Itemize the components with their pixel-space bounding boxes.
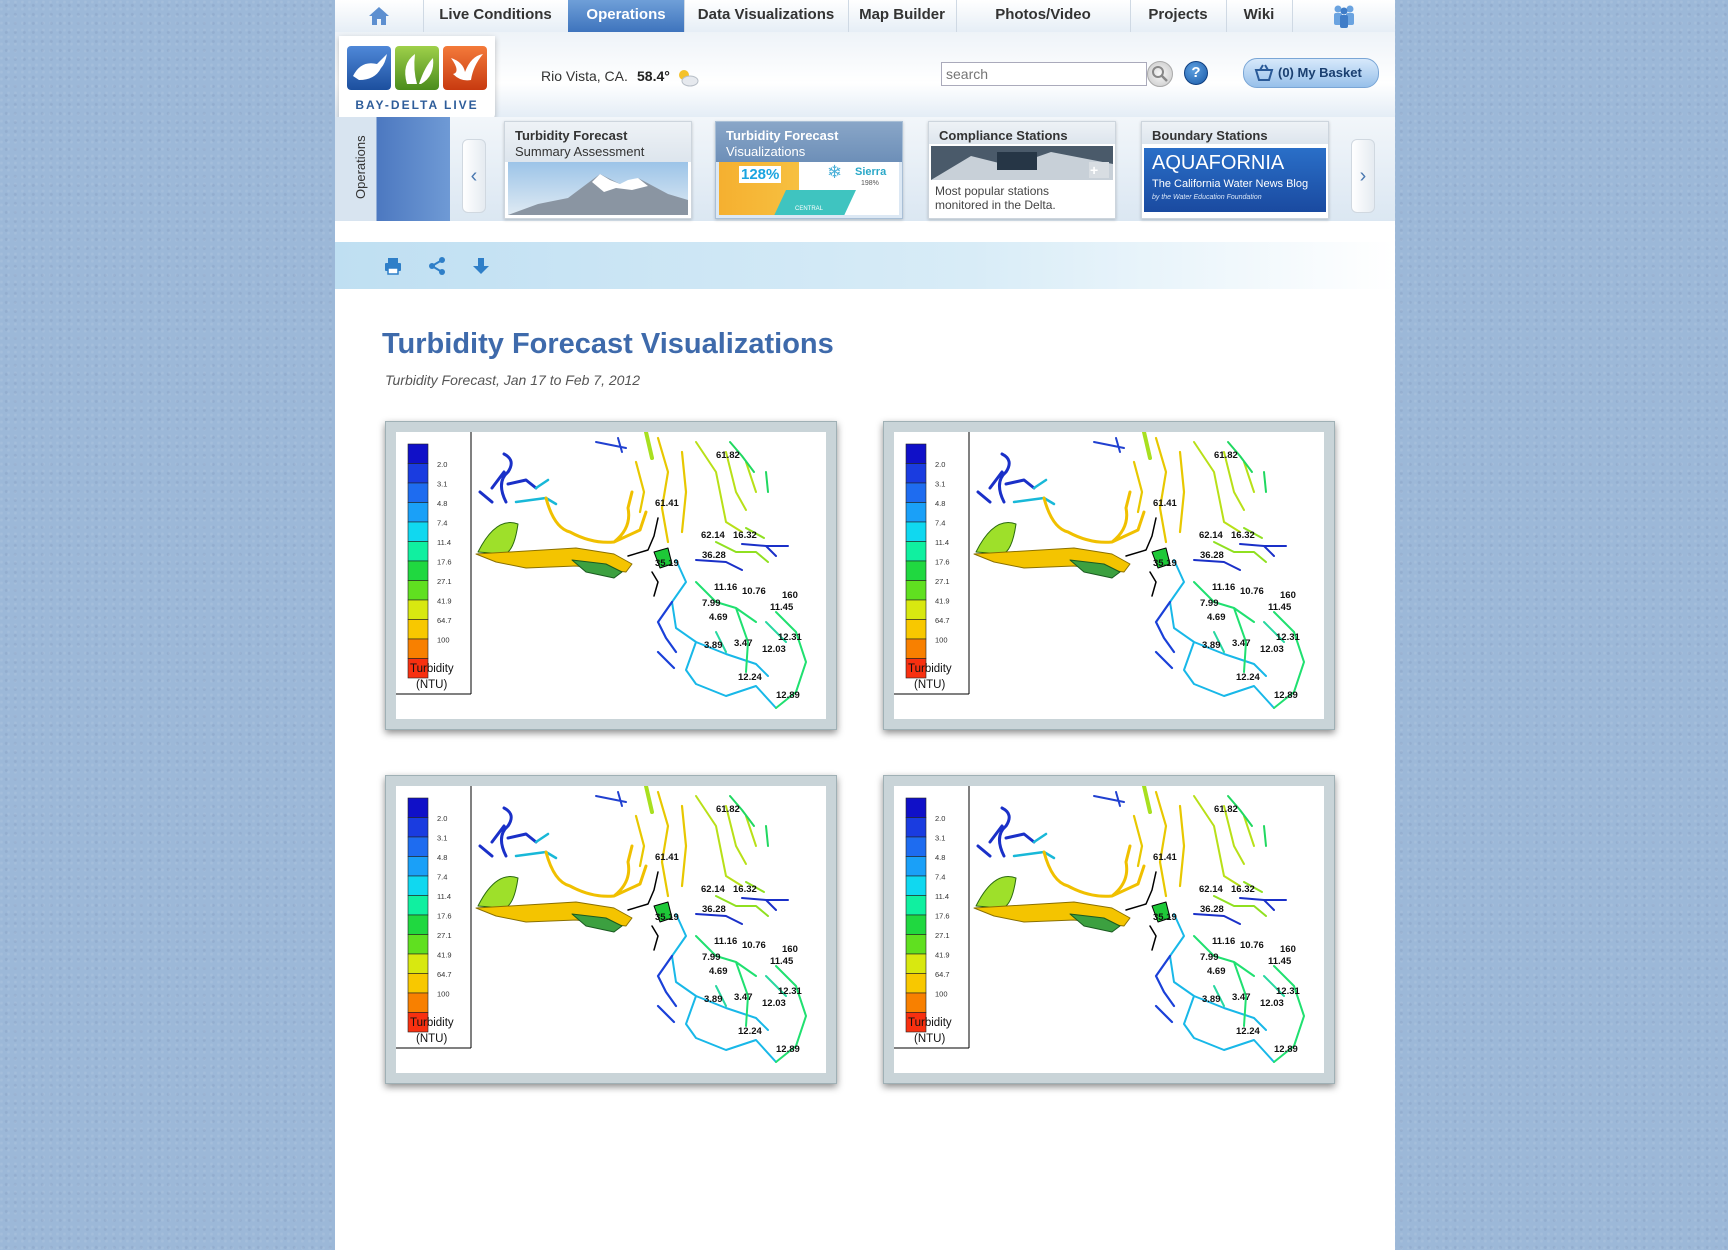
legend-title: Turbidity bbox=[908, 663, 952, 675]
card-boundary-stations[interactable] bbox=[1141, 121, 1329, 219]
weather-temperature: 58.4° bbox=[637, 68, 670, 84]
legend-units: (NTU) bbox=[914, 1033, 946, 1045]
station-label: 61.82 bbox=[716, 804, 740, 815]
search-input[interactable] bbox=[941, 62, 1147, 86]
legend-swatch bbox=[408, 935, 428, 955]
station-label: 62.14 bbox=[701, 884, 725, 895]
card-turbidity-summary[interactable] bbox=[504, 121, 692, 219]
turbidity-map bbox=[396, 432, 826, 719]
legend-value: 4.8 bbox=[935, 499, 946, 508]
station-label: 12.03 bbox=[1260, 998, 1284, 1009]
station-label: 12.03 bbox=[762, 644, 786, 655]
station-label: 16.32 bbox=[733, 884, 757, 895]
card-caption-2: monitored in the Delta. bbox=[935, 198, 1056, 212]
legend-value: 17.6 bbox=[437, 557, 452, 567]
brand-tagline: The California Water News Blog bbox=[1152, 178, 1309, 190]
bird-icon bbox=[443, 46, 487, 90]
legend-title: Turbidity bbox=[908, 1017, 952, 1029]
legend-swatch bbox=[906, 444, 926, 464]
legend-swatch bbox=[408, 837, 428, 857]
legend-value: 11.4 bbox=[935, 892, 950, 901]
legend-swatch bbox=[906, 954, 926, 974]
legend-value: 41.9 bbox=[935, 596, 950, 606]
legend-swatch bbox=[408, 954, 428, 974]
brand-name: AQUAFORNIA bbox=[1152, 152, 1285, 174]
station-label: 12.89 bbox=[776, 690, 800, 701]
station-label: 160 bbox=[1280, 944, 1296, 955]
station-label: 12.24 bbox=[1236, 1026, 1260, 1037]
legend-value: 100 bbox=[437, 635, 450, 645]
legend-value: 11.4 bbox=[935, 538, 950, 547]
station-label: 16.32 bbox=[1231, 530, 1255, 541]
legend-swatch bbox=[408, 620, 428, 640]
legend-value: 2.0 bbox=[437, 460, 448, 469]
station-label: 11.16 bbox=[1212, 936, 1236, 947]
legend-value: 3.1 bbox=[437, 833, 448, 843]
page bbox=[335, 0, 1395, 1250]
mountain-thumbnail bbox=[508, 162, 688, 215]
legend-swatch bbox=[408, 798, 428, 818]
station-label: 12.24 bbox=[1236, 672, 1260, 683]
legend-swatch bbox=[906, 896, 926, 916]
leaf-icon bbox=[395, 46, 439, 90]
legend-value: 7.4 bbox=[437, 872, 448, 882]
sierra-percent: 198% bbox=[861, 180, 879, 187]
station-label: 160 bbox=[782, 944, 798, 955]
station-label: 3.47 bbox=[734, 992, 753, 1003]
station-label: 12.31 bbox=[778, 632, 802, 643]
station-label: 3.89 bbox=[704, 640, 723, 651]
station-label: 12.24 bbox=[738, 1026, 762, 1037]
site-header bbox=[335, 32, 1395, 117]
station-label: 12.24 bbox=[738, 672, 762, 683]
nav-photos-video[interactable]: Photos/Video bbox=[956, 0, 1131, 32]
legend-swatch bbox=[906, 837, 926, 857]
legend-swatch bbox=[408, 522, 428, 542]
station-label: 11.16 bbox=[714, 936, 738, 947]
legend-value: 2.0 bbox=[437, 814, 448, 823]
legend-swatch bbox=[408, 876, 428, 896]
download-icon[interactable] bbox=[471, 256, 491, 276]
station-label: 7.99 bbox=[702, 952, 721, 963]
station-label: 61.82 bbox=[1214, 804, 1238, 815]
station-label: 11.45 bbox=[1268, 956, 1292, 967]
station-label: 12.89 bbox=[1274, 690, 1298, 701]
magnifier-icon bbox=[1148, 62, 1172, 86]
nav-live-conditions[interactable]: Live Conditions bbox=[423, 0, 569, 32]
carousel-next-button[interactable]: › bbox=[1351, 139, 1375, 213]
station-label: 11.45 bbox=[770, 602, 794, 613]
station-label: 4.69 bbox=[1207, 966, 1226, 977]
station-label: 12.89 bbox=[776, 1044, 800, 1055]
legend-value: 64.7 bbox=[935, 616, 950, 625]
legend-value: 27.1 bbox=[437, 931, 452, 940]
legend-swatch bbox=[906, 600, 926, 620]
legend-swatch bbox=[408, 600, 428, 620]
legend-value: 3.1 bbox=[935, 479, 946, 489]
help-button[interactable]: ? bbox=[1184, 61, 1208, 85]
legend-swatch bbox=[906, 561, 926, 581]
legend-swatch bbox=[906, 935, 926, 955]
turbidity-map bbox=[894, 432, 1324, 719]
legend-swatch bbox=[408, 896, 428, 916]
station-label: 16.32 bbox=[733, 530, 757, 541]
legend-value: 64.7 bbox=[437, 616, 452, 625]
legend-swatch bbox=[906, 798, 926, 818]
station-label: 4.69 bbox=[709, 966, 728, 977]
legend-units: (NTU) bbox=[416, 679, 448, 691]
basket-label: (0) My Basket bbox=[1278, 65, 1362, 80]
operations-section-tab bbox=[335, 117, 450, 221]
station-label: 7.99 bbox=[1200, 598, 1219, 609]
legend-value: 17.6 bbox=[437, 911, 452, 921]
legend-swatch bbox=[906, 483, 926, 503]
legend-swatch bbox=[906, 639, 926, 659]
legend-value: 41.9 bbox=[935, 950, 950, 960]
card-turbidity-visualizations[interactable] bbox=[715, 121, 903, 219]
legend-swatch bbox=[906, 620, 926, 640]
legend-swatch bbox=[408, 444, 428, 464]
legend-swatch bbox=[408, 483, 428, 503]
legend-swatch bbox=[408, 503, 428, 523]
legend-units: (NTU) bbox=[914, 679, 946, 691]
legend-swatch bbox=[408, 561, 428, 581]
legend-swatch bbox=[906, 542, 926, 562]
partly-sunny-icon bbox=[675, 66, 699, 88]
station-label: 62.14 bbox=[1199, 884, 1223, 895]
station-label: 12.03 bbox=[762, 998, 786, 1009]
legend-value: 3.1 bbox=[437, 479, 448, 489]
station-label: 10.76 bbox=[742, 940, 766, 951]
station-label: 11.16 bbox=[714, 582, 738, 593]
station-label: 36.28 bbox=[702, 904, 726, 915]
community-nav-item[interactable] bbox=[1292, 0, 1395, 32]
legend-value: 2.0 bbox=[935, 460, 946, 469]
station-label: 36.28 bbox=[1200, 550, 1224, 561]
station-label: 35.19 bbox=[1153, 558, 1177, 569]
legend-swatch bbox=[906, 581, 926, 601]
legend-value: 41.9 bbox=[437, 950, 452, 960]
aquafornia-banner bbox=[1144, 148, 1326, 212]
bird-logo-tile bbox=[443, 46, 487, 90]
legend-value: 2.0 bbox=[935, 814, 946, 823]
turbidity-map-frame[interactable] bbox=[883, 421, 1335, 730]
legend-swatch bbox=[408, 993, 428, 1013]
whale-icon bbox=[347, 46, 391, 90]
legend-swatch bbox=[408, 818, 428, 838]
nav-data-visualizations[interactable]: Data Visualizations bbox=[684, 0, 849, 32]
turbidity-map bbox=[894, 786, 1324, 1073]
page-title: Turbidity Forecast Visualizations bbox=[382, 328, 834, 360]
legend-value: 3.1 bbox=[935, 833, 946, 843]
legend-swatch bbox=[408, 857, 428, 877]
station-label: 160 bbox=[1280, 590, 1296, 601]
legend-value: 64.7 bbox=[437, 970, 452, 979]
card-title: Turbidity Forecast bbox=[515, 128, 628, 143]
legend-title: Turbidity bbox=[410, 1017, 454, 1029]
page-toolbar bbox=[335, 242, 1395, 289]
legend-value: 11.4 bbox=[437, 538, 452, 547]
whale-logo-tile bbox=[347, 46, 391, 90]
people-icon bbox=[1330, 4, 1358, 28]
legend-swatch bbox=[408, 639, 428, 659]
legend-value: 7.4 bbox=[437, 518, 448, 528]
station-label: 12.03 bbox=[1260, 644, 1284, 655]
nav-map-builder[interactable]: Map Builder bbox=[848, 0, 957, 32]
legend-swatch bbox=[906, 503, 926, 523]
legend-swatch bbox=[906, 876, 926, 896]
turbidity-map-frame[interactable] bbox=[385, 775, 837, 1084]
card-title: Compliance Stations bbox=[939, 128, 1068, 143]
station-label: 61.41 bbox=[1153, 498, 1177, 509]
legend-swatch bbox=[906, 464, 926, 484]
card-compliance-stations[interactable] bbox=[928, 121, 1116, 219]
brand-byline: by the Water Education Foundation bbox=[1152, 194, 1262, 201]
station-label: 11.45 bbox=[1268, 602, 1292, 613]
turbidity-map-frame[interactable] bbox=[385, 421, 837, 730]
card-subtitle: Summary Assessment bbox=[515, 144, 645, 159]
legend-value: 4.8 bbox=[437, 853, 448, 862]
snowpack-percent: 128% bbox=[741, 166, 780, 183]
my-basket-button[interactable] bbox=[1243, 58, 1379, 88]
station-label: 7.99 bbox=[1200, 952, 1219, 963]
nav-projects[interactable]: Projects bbox=[1130, 0, 1227, 32]
site-logo[interactable] bbox=[339, 36, 495, 120]
legend-value: 64.7 bbox=[935, 970, 950, 979]
carousel-prev-button[interactable]: ‹ bbox=[462, 139, 486, 213]
legend-swatch bbox=[408, 581, 428, 601]
legend-value: 100 bbox=[935, 989, 948, 999]
station-label: 11.45 bbox=[770, 956, 794, 967]
station-label: 36.28 bbox=[702, 550, 726, 561]
top-nav bbox=[335, 0, 1395, 33]
legend-value: 4.8 bbox=[935, 853, 946, 862]
station-label: 35.19 bbox=[655, 912, 679, 923]
legend-swatch bbox=[408, 974, 428, 994]
feature-carousel bbox=[335, 117, 1395, 221]
station-label: 11.16 bbox=[1212, 582, 1236, 593]
snowflake-icon: ❄ bbox=[827, 162, 843, 182]
station-label: 61.41 bbox=[1153, 852, 1177, 863]
station-label: 4.69 bbox=[1207, 612, 1226, 623]
page-subtitle: Turbidity Forecast, Jan 17 to Feb 7, 2012 bbox=[385, 372, 640, 388]
legend-swatch bbox=[906, 915, 926, 935]
share-icon[interactable] bbox=[427, 256, 447, 276]
turbidity-map bbox=[396, 786, 826, 1073]
legend-title: Turbidity bbox=[410, 663, 454, 675]
home-nav-item[interactable] bbox=[335, 0, 424, 32]
station-label: 61.82 bbox=[1214, 450, 1238, 461]
logo-text: BAY-DELTA LIVE bbox=[355, 98, 479, 112]
station-label: 10.76 bbox=[1240, 586, 1264, 597]
station-label: 10.76 bbox=[1240, 940, 1264, 951]
station-label: 62.14 bbox=[701, 530, 725, 541]
legend-swatch bbox=[408, 915, 428, 935]
station-label: 4.69 bbox=[709, 612, 728, 623]
nav-wiki[interactable]: Wiki bbox=[1226, 0, 1293, 32]
station-label: 10.76 bbox=[742, 586, 766, 597]
legend-value: 27.1 bbox=[935, 931, 950, 940]
station-label: 61.41 bbox=[655, 498, 679, 509]
leaf-logo-tile bbox=[395, 46, 439, 90]
nav-operations[interactable]: Operations bbox=[568, 0, 685, 32]
station-label: 3.89 bbox=[704, 994, 723, 1005]
expand-icon[interactable]: + bbox=[1090, 162, 1099, 178]
legend-value: 27.1 bbox=[935, 577, 950, 586]
station-label: 62.14 bbox=[1199, 530, 1223, 541]
station-label: 3.89 bbox=[1202, 640, 1221, 651]
station-label: 61.41 bbox=[655, 852, 679, 863]
station-label: 12.89 bbox=[1274, 1044, 1298, 1055]
legend-value: 11.4 bbox=[437, 892, 452, 901]
station-thumbnail bbox=[931, 146, 1113, 180]
station-label: 35.19 bbox=[1153, 912, 1177, 923]
station-label: 35.19 bbox=[655, 558, 679, 569]
basket-icon bbox=[1254, 64, 1274, 82]
station-label: 12.31 bbox=[778, 986, 802, 997]
turbidity-map-frame[interactable] bbox=[883, 775, 1335, 1084]
home-icon bbox=[368, 6, 390, 26]
legend-value: 100 bbox=[437, 989, 450, 999]
legend-swatch bbox=[408, 542, 428, 562]
station-label: 160 bbox=[782, 590, 798, 601]
legend-value: 17.6 bbox=[935, 911, 950, 921]
station-label: 3.47 bbox=[734, 638, 753, 649]
legend-swatch bbox=[408, 464, 428, 484]
legend-value: 17.6 bbox=[935, 557, 950, 567]
station-label: 3.47 bbox=[1232, 992, 1251, 1003]
legend-value: 100 bbox=[935, 635, 948, 645]
legend-value: 27.1 bbox=[437, 577, 452, 586]
legend-swatch bbox=[906, 974, 926, 994]
legend-value: 7.4 bbox=[935, 518, 946, 528]
station-label: 12.31 bbox=[1276, 986, 1300, 997]
legend-units: (NTU) bbox=[416, 1033, 448, 1045]
card-title: Boundary Stations bbox=[1152, 128, 1268, 143]
station-label: 16.32 bbox=[1231, 884, 1255, 895]
section-label: Operations bbox=[353, 135, 368, 199]
card-subtitle: Visualizations bbox=[726, 144, 806, 159]
station-label: 7.99 bbox=[702, 598, 721, 609]
sierra-label: Sierra bbox=[855, 166, 887, 178]
legend-swatch bbox=[906, 818, 926, 838]
legend-swatch bbox=[906, 522, 926, 542]
card-title: Turbidity Forecast bbox=[726, 128, 839, 143]
station-label: 3.89 bbox=[1202, 994, 1221, 1005]
weather-location: Rio Vista, CA. bbox=[541, 68, 628, 84]
legend-swatch bbox=[906, 857, 926, 877]
search-button[interactable] bbox=[1147, 61, 1173, 87]
legend-value: 41.9 bbox=[437, 596, 452, 606]
snowpack-thumbnail bbox=[719, 162, 899, 215]
card-caption: Most popular stations bbox=[935, 184, 1050, 198]
station-label: 61.82 bbox=[716, 450, 740, 461]
station-label: 12.31 bbox=[1276, 632, 1300, 643]
region-label: CENTRAL bbox=[795, 206, 824, 212]
station-label: 36.28 bbox=[1200, 904, 1224, 915]
legend-swatch bbox=[906, 993, 926, 1013]
legend-value: 7.4 bbox=[935, 872, 946, 882]
legend-value: 4.8 bbox=[437, 499, 448, 508]
print-icon[interactable] bbox=[383, 256, 403, 276]
station-label: 3.47 bbox=[1232, 638, 1251, 649]
